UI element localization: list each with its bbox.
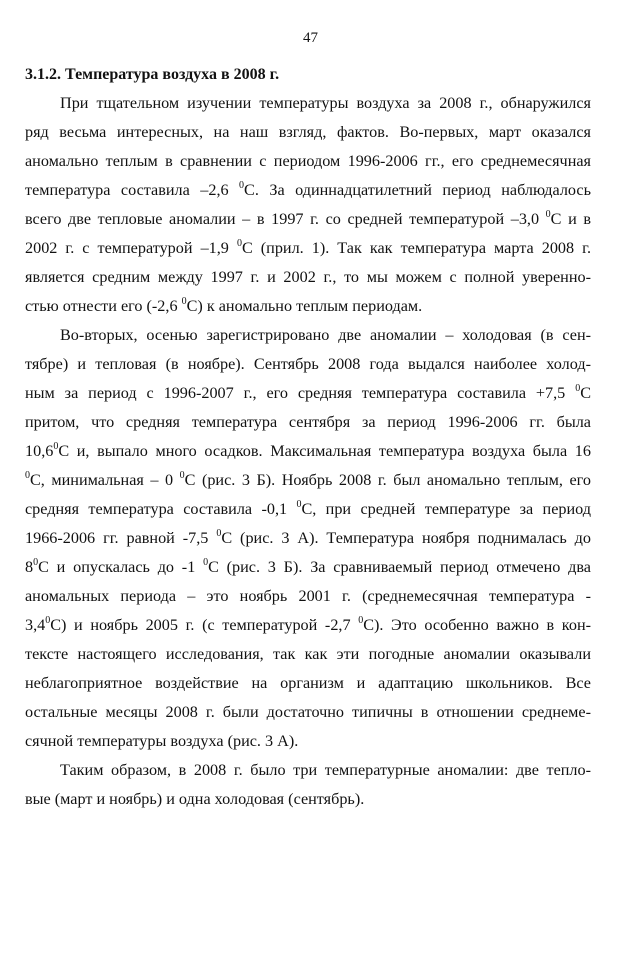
text-line: стью отнести его (-2,6 $^0$С) к аномально теплым периодам. xyxy=(25,296,423,315)
degree-superscript: 0 xyxy=(575,383,581,394)
text-line: аномальных периода – это ноябрь 2001 г. (среднемесячная температура - xyxy=(25,587,591,605)
text-line: ряд весьма интересных, на наш взгляд, фактов. Во-первых, март оказался xyxy=(25,123,591,141)
section-heading: 3.1.2. Температура воздуха в 2008 г. xyxy=(25,66,280,83)
degree-superscript: 0 xyxy=(53,441,59,452)
text-line: притом, что средняя температура сентября за период 1996-2006 гг. была xyxy=(25,413,591,431)
text-line: 10,6$^0$С и, выпало много осадков. Максимальная температура воздуха была 16 xyxy=(25,441,591,460)
text-line: $3,4^0С$) и ноябрь 2005 г. (с температурой -2,7 $^0$С). Это особенно важно в кон- xyxy=(25,615,592,634)
text-line: $8^0С$ и опускалась до -1 $^0$С (рис. 3 Б). За сравниваемый период отмечено два xyxy=(25,557,591,576)
text-line: всего две тепловые аномалии – в 1997 г. со средней температурой –3,0 $^0$С и в xyxy=(25,209,592,228)
degree-superscript: 0 xyxy=(33,557,39,568)
text-line: 2002 г. с температурой –1,9 $^0$С (прил. 1). Так как температура марта 2008 г. xyxy=(25,238,592,257)
degree-superscript: 0 xyxy=(203,557,209,568)
text-line: средняя температура составила -0,1 $^0$С, при средней температуре за период xyxy=(25,499,592,518)
text-line: сячной температуры воздуха (рис. 3 А). xyxy=(25,732,299,750)
degree-superscript: 0 xyxy=(179,470,185,481)
text-line: Во-вторых, осенью зарегистрировано две аномалии – холодовая (в сен- xyxy=(60,326,591,344)
text-line: аномально теплым в сравнении с периодом 1996-2006 гг., его среднемесячная xyxy=(25,152,591,170)
degree-superscript: 0 xyxy=(216,528,222,539)
degree-superscript: 0 xyxy=(25,470,30,481)
degree-superscript: 0 xyxy=(296,499,302,510)
text-line: ным за период с 1996-2007 г., его средняя температура составила +7,5 $^0$С xyxy=(25,383,591,402)
text-line: температура составила –2,6 $^0$С. За одиннадцатилетний период наблюдалось xyxy=(25,180,591,199)
degree-superscript: 0 xyxy=(236,238,242,249)
text-line: является средним между 1997 г. и 2002 г., то мы можем с полной уверенно- xyxy=(25,268,591,286)
degree-superscript: 0 xyxy=(358,615,364,626)
page-number: 47 xyxy=(303,30,318,46)
text-line: неблагоприятное воздействие на организм и адаптацию школьников. Все xyxy=(25,674,591,692)
text-line: тексте настоящего исследования, так как эти погодные аномалии оказывали xyxy=(25,645,591,663)
text-line: Таким образом, в 2008 г. было три температурные аномалии: две тепло- xyxy=(60,761,591,779)
degree-superscript: 0 xyxy=(181,296,187,307)
text-line: остальные месяцы 2008 г. были достаточно типичны в отношении среднеме- xyxy=(25,703,591,721)
degree-superscript: 0 xyxy=(239,180,245,191)
degree-superscript: 0 xyxy=(45,615,51,626)
text-line: $^0$С, минимальная – 0 $^0$С (рис. 3 Б). Ноябрь 2008 г. был аномально теплым, его xyxy=(25,470,591,489)
text-line: тябре) и тепловая (в ноябре). Сентябрь 2008 года выдался наиболее холод- xyxy=(25,355,591,373)
text-line: вые (март и ноябрь) и одна холодовая (сентябрь). xyxy=(25,790,365,808)
text-line: При тщательном изучении температуры воздуха за 2008 г., обнаружился xyxy=(60,94,591,112)
text-line: 1966-2006 гг. равной -7,5 $^0$С (рис. 3 А). Температура ноября поднималась до xyxy=(25,528,591,547)
degree-superscript: 0 xyxy=(545,209,551,220)
